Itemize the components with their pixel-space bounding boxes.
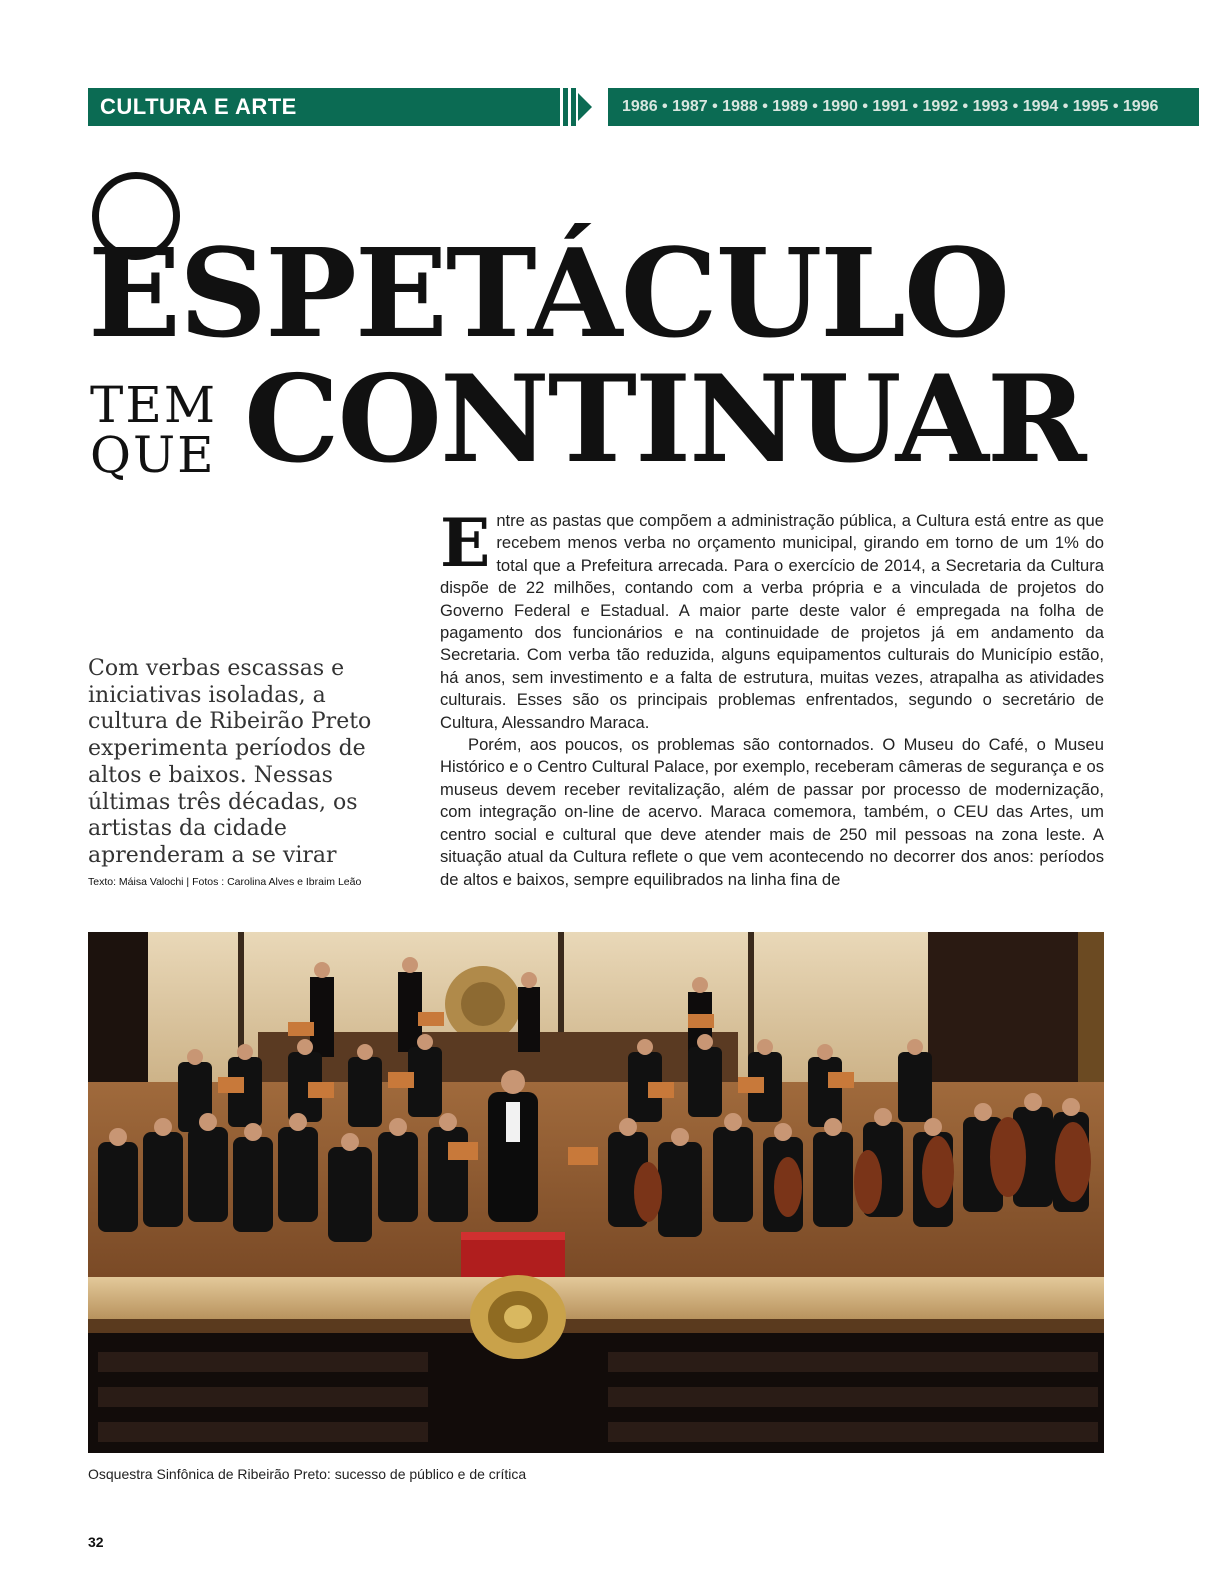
arrow-right-icon: [578, 93, 592, 121]
photo-caption: Osquestra Sinfônica de Ribeirão Preto: sucesso de público e de crítica: [88, 1466, 527, 1482]
headline-espetaculo: ESPETÁCULO: [88, 221, 1009, 365]
section-divider-stripe: [563, 88, 568, 126]
timeline-years: 1986 • 1987 • 1988 • 1989 • 1990 • 1991 • 1992 • 1993 • 1994 • 1995 • 1996: [608, 88, 1199, 126]
headline-que: QUE: [90, 426, 216, 484]
body-paragraph: [440, 504, 1104, 734]
headline-continuar: CONTINUAR: [244, 349, 1085, 490]
page-number: 32: [88, 1534, 104, 1550]
drop-cap: E: [440, 504, 491, 582]
orchestra-photo: [88, 932, 1104, 1453]
section-label: CULTURA E ARTE: [88, 88, 560, 126]
article-body: [440, 504, 1104, 891]
article-credits: Texto: Máisa Valochi | Fotos : Carolina Alves e Ibraim Leão: [88, 876, 362, 888]
orchestra-photo-illustration: [88, 932, 1104, 1453]
body-paragraph-1-text: ntre as pastas que compõem a administração pública, a Cultura está entre as que recebem menos verba no orçamento municipal, girando em torno de um 1% do total que a Prefeitura arrecada. Para o exercício de 2014, a Secretaria da Cultura dispõe de 22 milhões, contando com a verba própria e a vinculada de projetos do Governo Federal e Estadual. A maior parte deste valor é empregada na folha de pagamento dos funcionários e na continuidade de projetos já em andamento da Secretaria. Com verba tão reduzida, alguns equipamentos culturais do Município estão, há anos, sem investimento e a falta de estrutura, muitas vezes, atrapalha as atividades culturais. Esses são os principais problemas enfrentados, segundo o secretário de Cultura, Alessandro Maraca.: [440, 511, 1104, 732]
section-divider-stripe: [571, 88, 576, 126]
headline-tem: TEM: [90, 376, 218, 434]
body-paragraph: Porém, aos poucos, os problemas são contornados. O Museu do Café, o Museu Histórico e o Centro Cultural Palace, por exemplo, receberam câmeras de segurança e os museus devem receber revitalização, além de passar por processo de modernização, com integração on-line de acervo. Maraca comemora, também, o CEU das Artes, um centro social e cultural que deve atender mais de 250 mil pessoas na zona leste. A situação atual da Cultura reflete o que vem acontecendo no decorrer dos anos: períodos de altos e baixos, sempre equilibrados na linha fina de: [440, 735, 1104, 889]
lead-paragraph: Com verbas escassas e iniciativas isoladas, a cultura de Ribeirão Preto experimenta períodos de altos e baixos. Nessas últimas três décadas, os artistas da cidade aprenderam a se virar: [88, 656, 372, 868]
